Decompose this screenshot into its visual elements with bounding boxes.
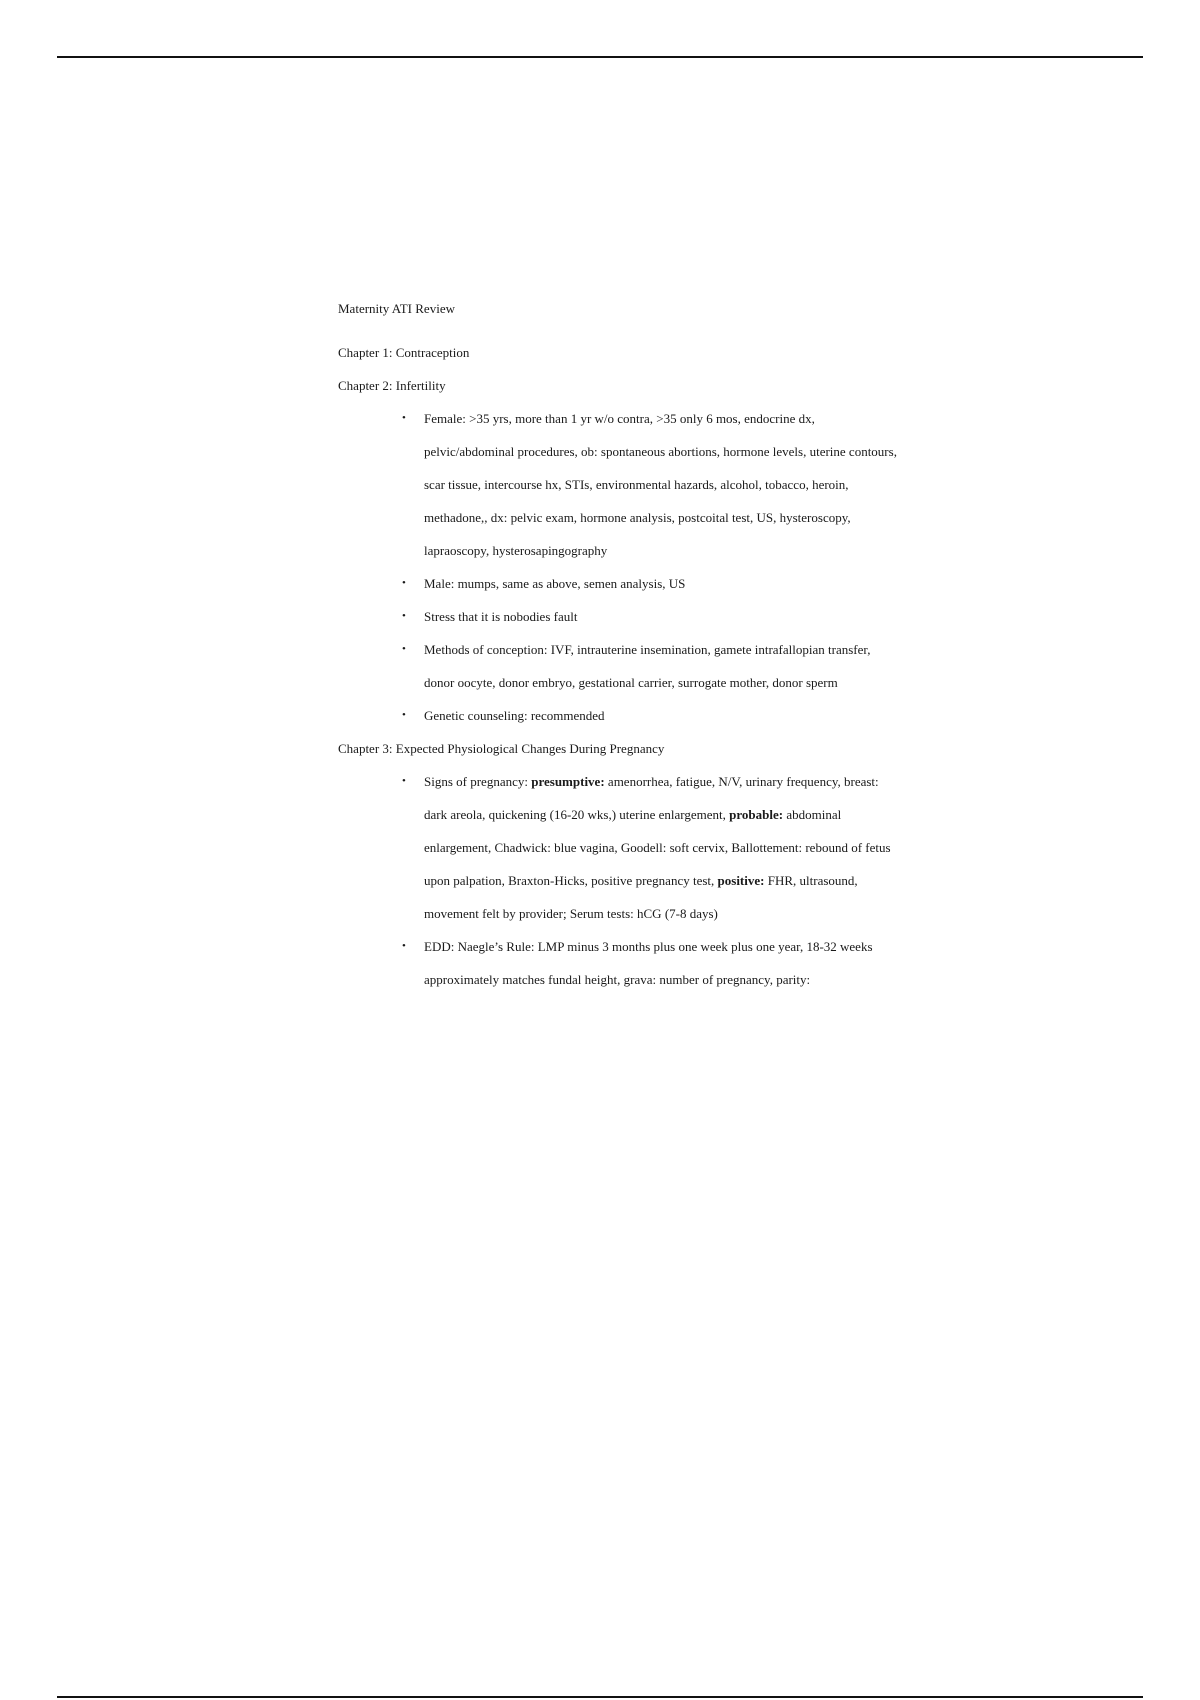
signs-lead: Signs of pregnancy: bbox=[424, 774, 532, 789]
bullet-icon: • bbox=[402, 610, 406, 622]
presumptive-text: amenorrhea, fatigue, N/V, urinary frequency, breast: dark areola, quickening (16-20 wks,) uterine enlargement, bbox=[424, 774, 879, 822]
chapter-2-list bbox=[338, 402, 908, 732]
list-item-stress bbox=[402, 600, 904, 633]
bottom-rule bbox=[57, 1696, 1143, 1698]
bullet-icon: • bbox=[402, 577, 406, 589]
bullet-icon: • bbox=[402, 775, 406, 787]
chapter-2-heading: Chapter 2: Infertility bbox=[338, 378, 446, 393]
chapter-3-heading: Chapter 3: Expected Physiological Changes During Pregnancy bbox=[338, 741, 665, 756]
list-item-methods bbox=[402, 633, 904, 699]
document-title: Maternity ATI Review bbox=[338, 301, 455, 316]
probable-label: probable: bbox=[729, 807, 784, 822]
list-item-text: Genetic counseling: recommended bbox=[424, 708, 605, 723]
probable-text: abdominal enlargement, Chadwick: blue vagina, Goodell: soft cervix, Ballottement: rebound of fetus upon palpation, Braxton-Hicks, positive pregnancy test, bbox=[424, 807, 891, 888]
list-item-text: EDD: Naegle’s Rule: LMP minus 3 months plus one week plus one year, 18-32 weeks approximately matches fundal height, grava: number of pregnancy, parity: bbox=[424, 939, 873, 987]
positive-label: positive: bbox=[717, 873, 765, 888]
chapter-3-list bbox=[338, 765, 908, 996]
presumptive-label: presumptive: bbox=[531, 774, 605, 789]
bullet-icon: • bbox=[402, 643, 406, 655]
bullet-icon: • bbox=[402, 709, 406, 721]
bullet-icon: • bbox=[402, 940, 406, 952]
list-item-edd bbox=[402, 930, 904, 996]
list-item-text: Male: mumps, same as above, semen analysis, US bbox=[424, 576, 686, 591]
list-item-male bbox=[402, 567, 904, 600]
list-item-text: Methods of conception: IVF, intrauterine insemination, gamete intrafallopian transfer, donor oocyte, donor embryo, gestational carrier, surrogate mother, donor sperm bbox=[424, 642, 871, 690]
positive-text: FHR, ultrasound, movement felt by provider; Serum tests: hCG (7-8 days) bbox=[424, 873, 858, 921]
list-item-female bbox=[402, 402, 904, 567]
list-item-text: Stress that it is nobodies fault bbox=[424, 609, 578, 624]
document-body bbox=[338, 292, 908, 996]
chapter-1-heading: Chapter 1: Contraception bbox=[338, 345, 470, 360]
list-item-genetic bbox=[402, 699, 904, 732]
list-item-signs bbox=[402, 765, 904, 930]
top-rule bbox=[57, 56, 1143, 58]
bullet-icon: • bbox=[402, 412, 406, 424]
list-item-text: Female: >35 yrs, more than 1 yr w/o contra, >35 only 6 mos, endocrine dx, pelvic/abdominal procedures, ob: spontaneous abortions, hormone levels, uterine contours, scar tissue, intercourse hx, STIs, environmental hazards, alcohol, tobacco, heroin, methadone,, dx: pelvic exam, hormone analysis, postcoital test, US, hysteroscopy, lapraoscopy, hysterosapingography bbox=[424, 411, 897, 558]
